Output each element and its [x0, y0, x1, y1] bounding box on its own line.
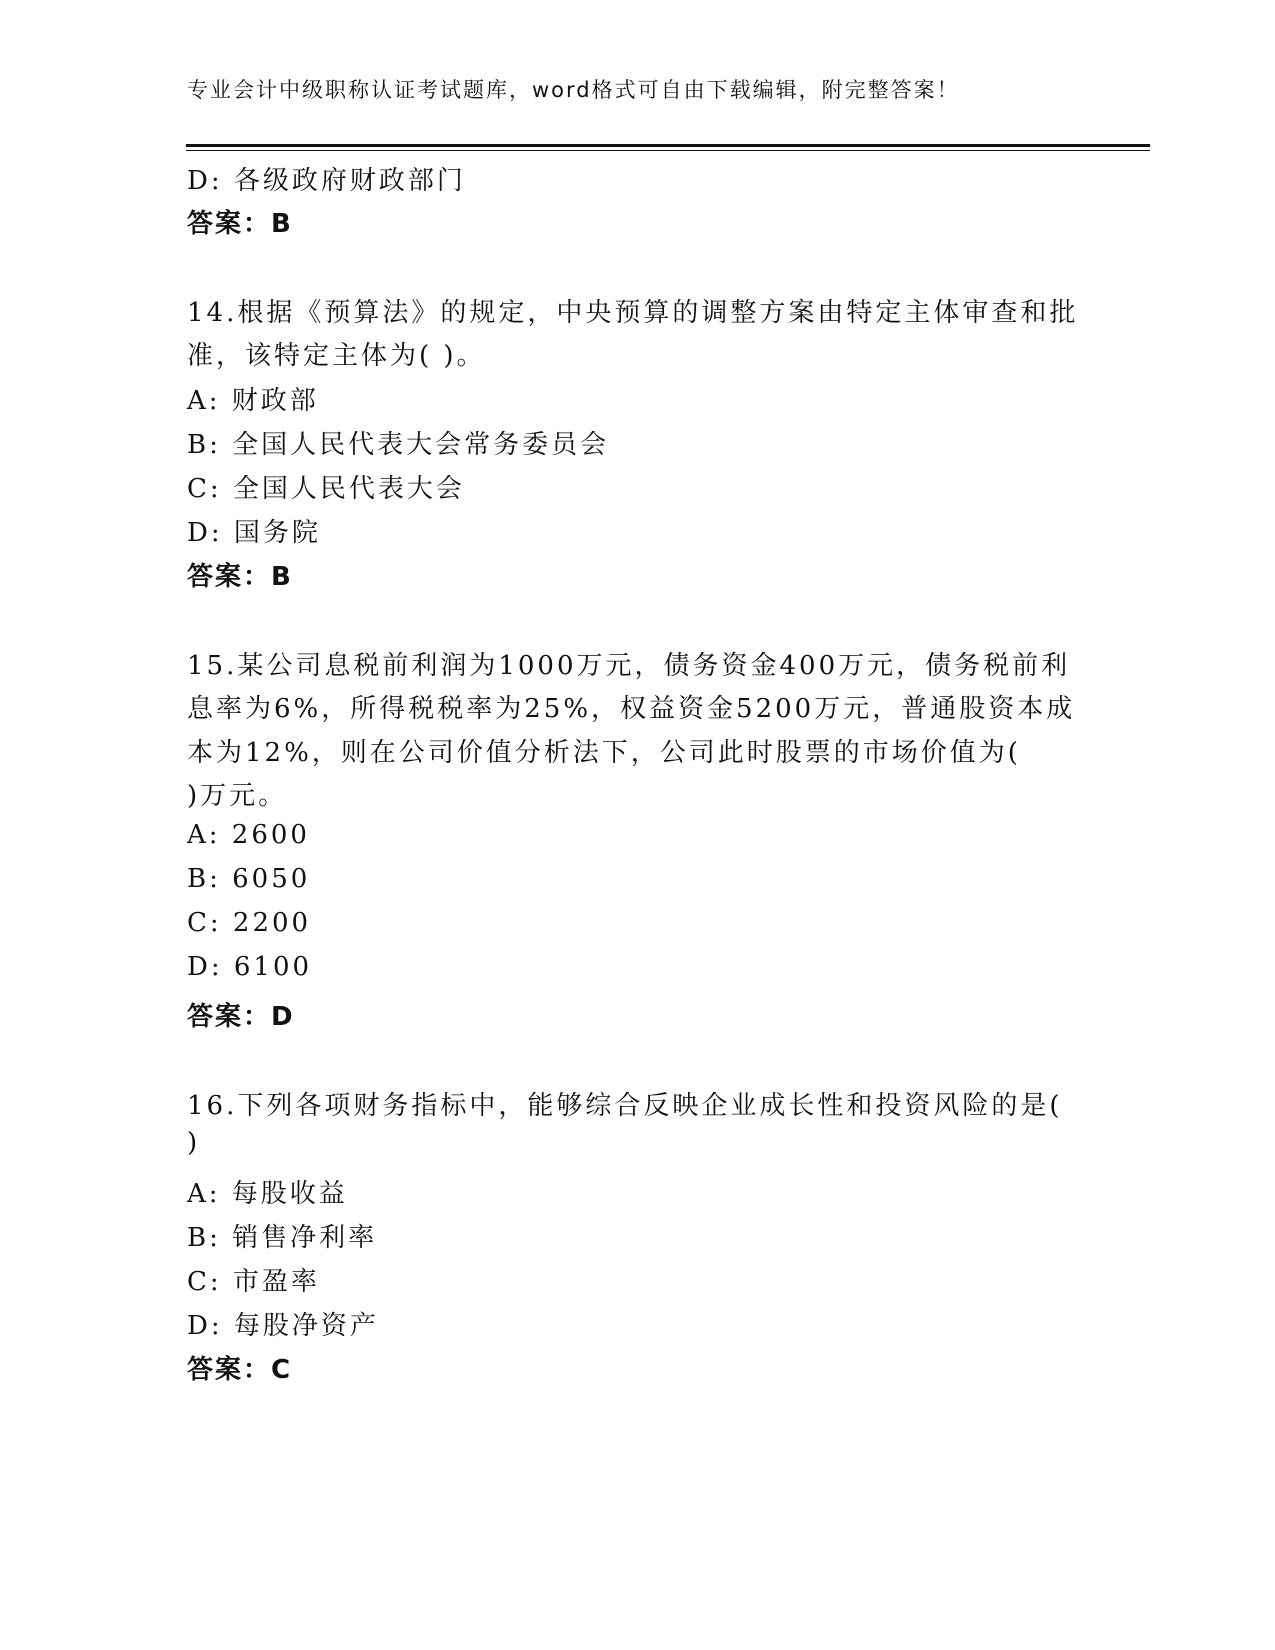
option-b: B: 销售净利率 [187, 1223, 378, 1253]
option-c: C: 全国人民代表大会 [187, 474, 465, 504]
page-header: 专业会计中级职称认证考试题库，word格式可自由下载编辑，附完整答案！ [187, 78, 960, 102]
header-rule-thick [186, 144, 1150, 147]
option-d: D: 各级政府财政部门 [187, 166, 466, 196]
answer: 答案：C [187, 1355, 293, 1385]
option-c: C: 2200 [187, 908, 312, 938]
option-b: B: 全国人民代表大会常务委员会 [187, 430, 610, 460]
header-rule-thin [186, 150, 1150, 151]
question-stem: 本为12%，则在公司价值分析法下，公司此时股票的市场价值为( [187, 738, 1021, 768]
option-d: D: 6100 [187, 952, 313, 982]
answer: 答案：B [187, 562, 293, 592]
answer: 答案：D [187, 1002, 295, 1032]
option-b: B: 6050 [187, 864, 311, 894]
question-stem: 息率为6%，所得税税率为25%，权益资金5200万元，普通股资本成 [187, 694, 1076, 724]
option-a: A: 财政部 [187, 386, 319, 416]
option-d: D: 每股净资产 [187, 1311, 379, 1341]
question-stem: 15.某公司息税前利润为1000万元，债务资金400万元，债务税前利 [187, 651, 1071, 681]
option-c: C: 市盈率 [187, 1267, 320, 1297]
answer: 答案：B [187, 209, 293, 239]
question-stem: 14.根据《预算法》的规定，中央预算的调整方案由特定主体审查和批 [187, 298, 1079, 328]
question-stem: 准，该特定主体为( )。 [187, 341, 486, 371]
option-a: A: 每股收益 [187, 1179, 348, 1209]
option-d: D: 国务院 [187, 518, 321, 548]
option-a: A: 2600 [187, 820, 310, 850]
question-stem: )万元。 [187, 781, 288, 811]
question-stem: 16.下列各项财务指标中，能够综合反映企业成长性和投资风险的是( [187, 1091, 1063, 1121]
question-stem: ) [187, 1128, 201, 1158]
